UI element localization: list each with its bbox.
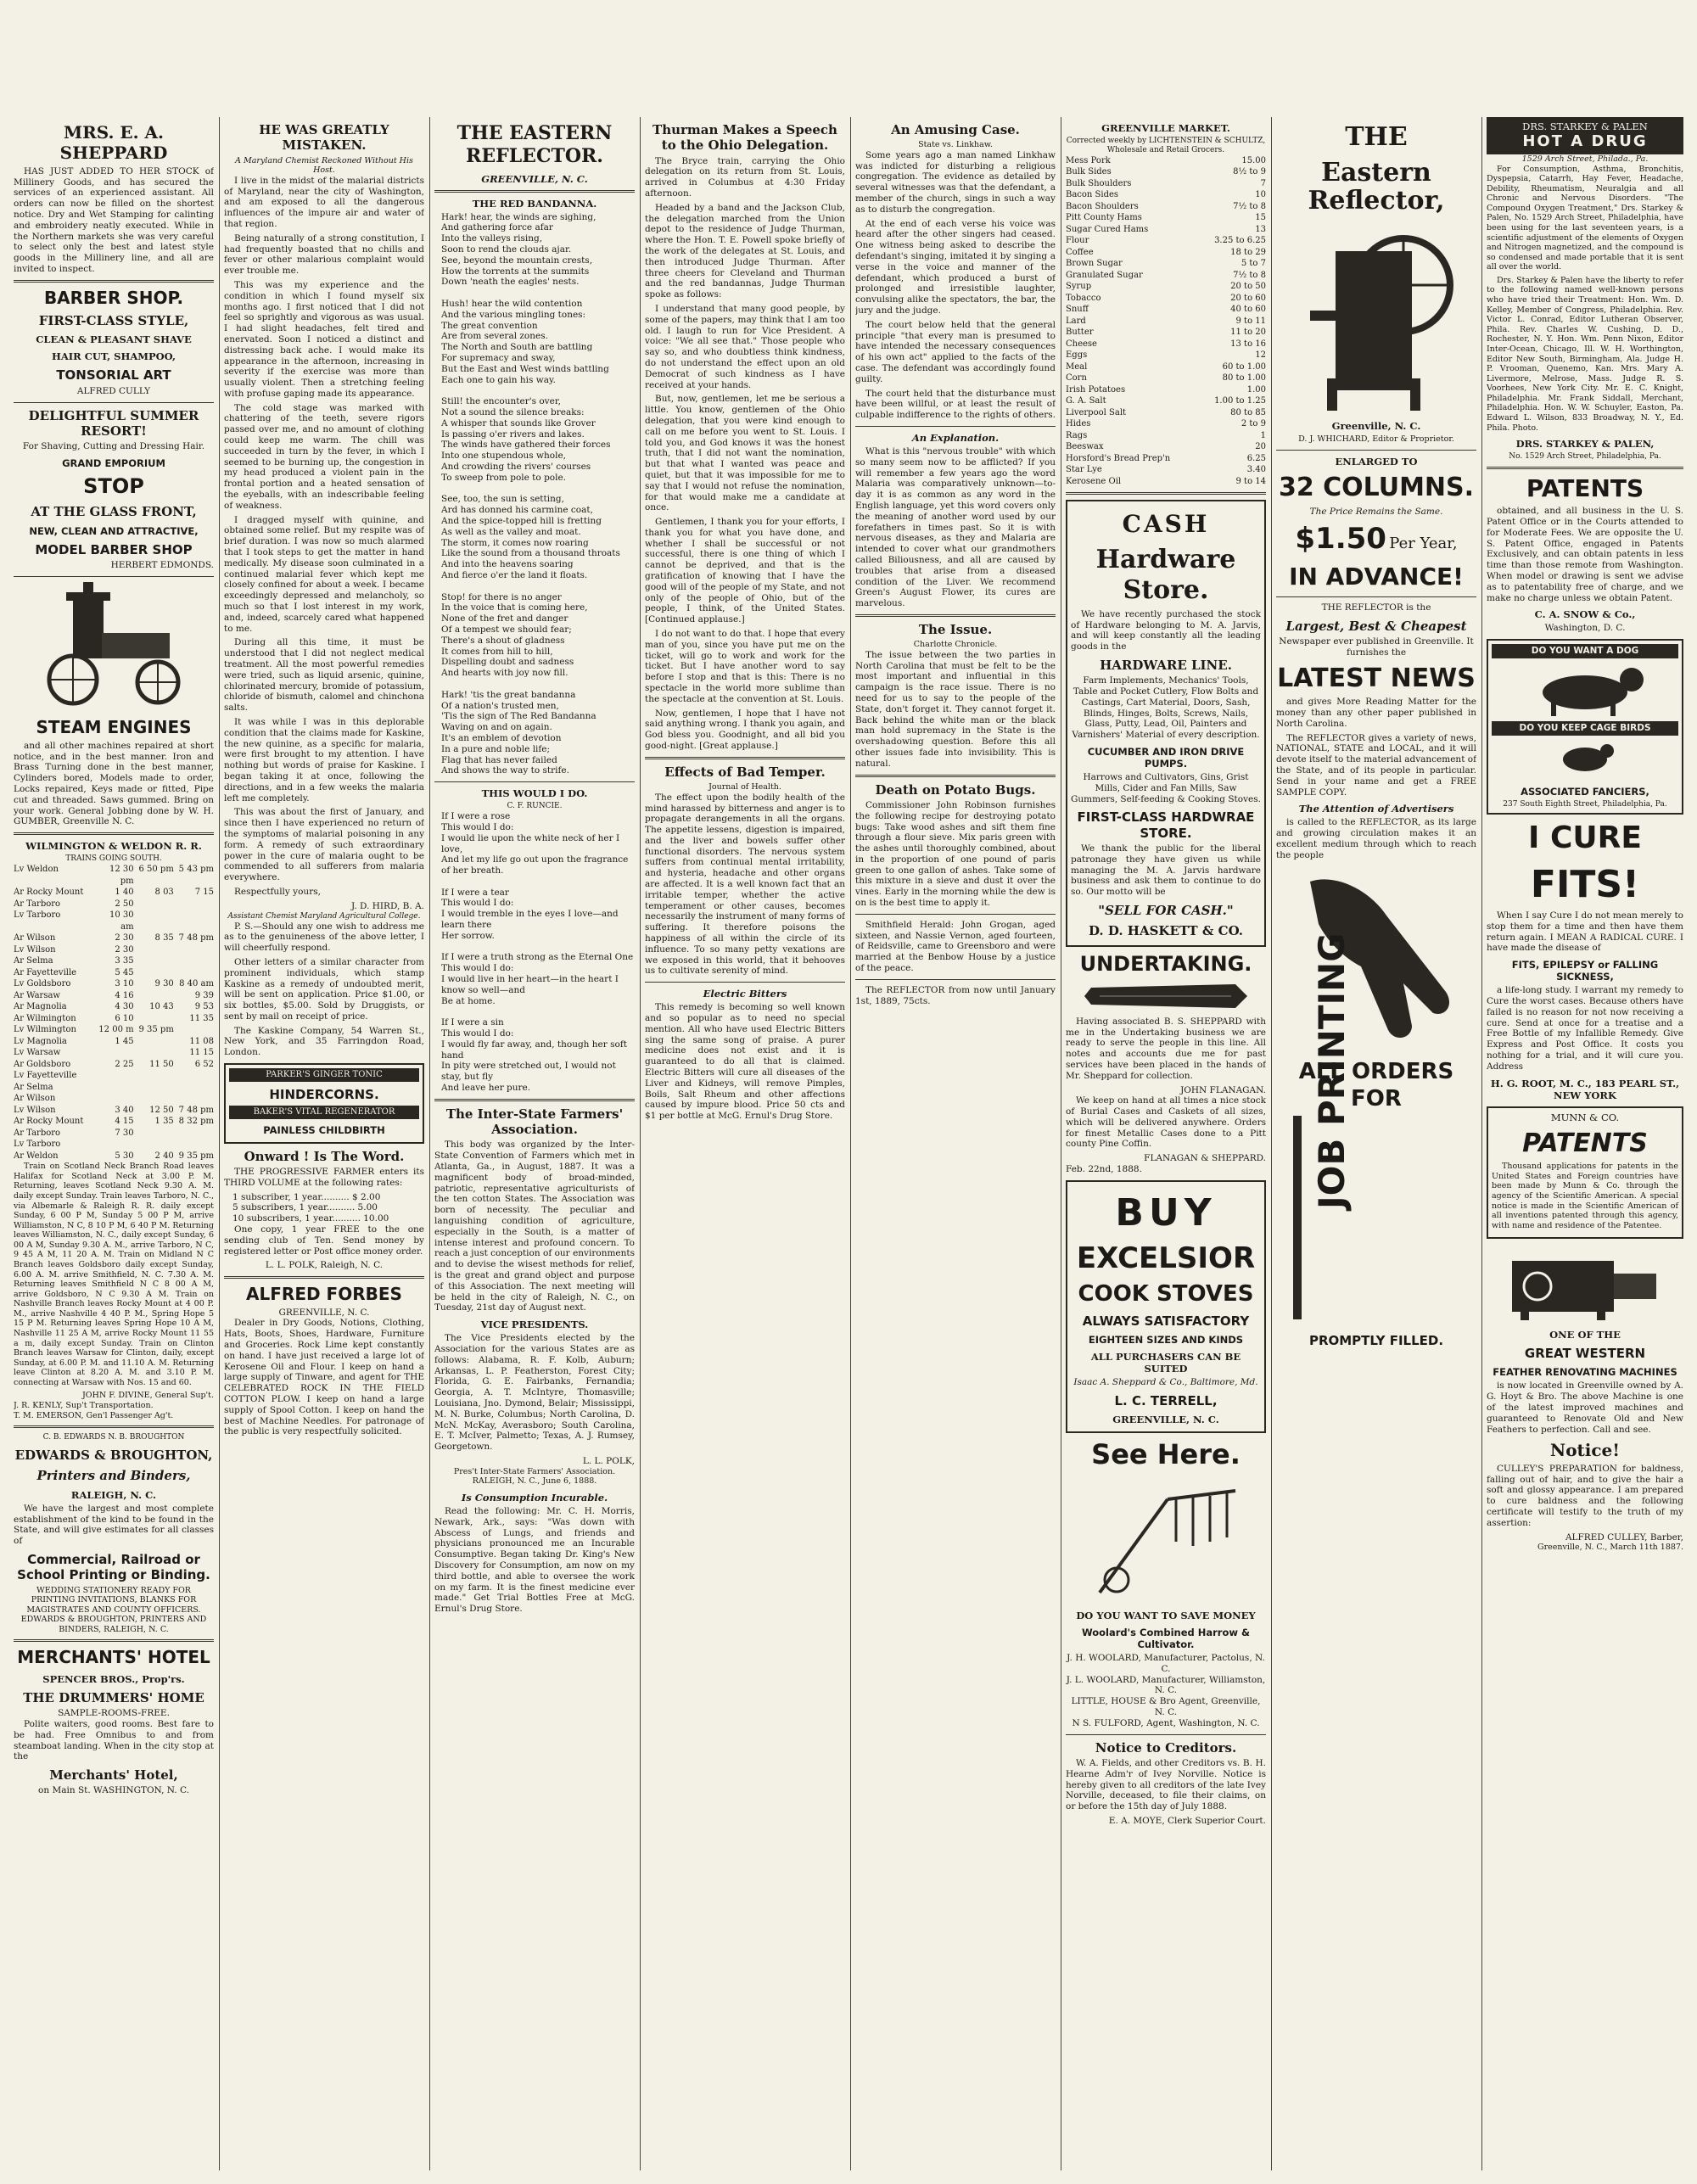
market-row: Snuff 40 to 60 bbox=[1066, 305, 1266, 315]
column-7: THE Eastern Reflector, Greenville, N. C. D. J. WHICHARD, Editor & Proprietor. ENLARGED TO 32 COLUMNS. The Price Remains the Same. $1.50 Per Year, IN ADVANCE! THE REFLECTOR is the Largest, Best & Cheapest Newspaper ever published in Greenville. It furnishes the LATEST NEWS and gives More Reading Matter for the money than any other paper published in North Carolina. The REFLECTOR gives a variety of news, NATIONAL, STATE and LOCAL, and it will devote itself to the material advancement of the State, and of its people in particular. Send in your name and get a FREE SAMPLE COPY. The Attention of Advertisers is called to the REFLECTOR, as its large and growing circulation makes it an excellent medium through which to reach the people ALL ORDERS FOR JOB PRINTING PROMPTLY FILLED. bbox=[1276, 122, 1476, 1348]
timetable-row: Ar Warsaw 4 16 9 39 bbox=[14, 990, 214, 1000]
poem-body: Hark! hear, the winds are sighing, And gathering force afar Into the valleys rising, Soon to rend the clouds ajar. See, beyond the mountain crests, How the torrents at the summits Down 'neath the eagles' nests. Hush! hear the wild contention And the various mingling tones: The great convention Are from several zones. The North and South are battling For supremacy and sway, But the East and West winds battling Each one to gain his way. Still! the encounter's over, Not a sound the silence breaks: A whisper that sounds like Grover Is passing o'er rivers and lakes. The winds have gathered their forces Into one stupendous whole, And crowding the rivers' courses To sweep from pole to pole. See, too, the sun is setting, Ard has donned his carmine coat, And the spice-topped hill is fretting As well as the valley and moat. The storm, it comes now roaring Like the sound from a thousand throats And into the heavens soaring And fierce o'er the land it floats. Stop! for there is no anger In the voice that is coming here, None of the fret and danger Of a tempest we should fear; There's a shout of gladness It comes from hill to hill, Dispelling doubt and sadness And hearts with joy now fill. Hark! 'tis the great bandanna Of a nation's trusted men, 'Tis the sign of The Red Bandanna Waving on and on again. It's an emblem of devotion In a pure and noble life; Flag that has never failed And shows the way to strife. bbox=[441, 211, 620, 776]
market-row: Hides 2 to 9 bbox=[1066, 419, 1266, 429]
market-row: Syrup 20 to 50 bbox=[1066, 282, 1266, 292]
paragraph: At the end of each verse his voice was heard after the other singers had ceased. One witness being asked to describe the defendant's singing, imitated it by singing a verse in the voice and manner of the defendant, which produced a burst of prolonged and irresistible laughter, convulsing alike the spectators, the bar, the jury and the judge. bbox=[855, 218, 1056, 316]
stop-heading: STOP bbox=[83, 473, 144, 498]
price: $1.50 bbox=[1295, 522, 1386, 557]
paragraph: The court held that the disturbance must have been willful, or at least the result of culpable indifference to the rights of others. bbox=[855, 388, 1056, 421]
timetable-row: Lv Warsaw 11 15 bbox=[14, 1048, 214, 1058]
temper-heading: Effects of Bad Temper. bbox=[664, 764, 826, 780]
article-body bbox=[224, 176, 424, 898]
printing-press-illustration bbox=[1276, 217, 1476, 412]
column-rule bbox=[640, 117, 641, 2170]
market-row: Coffee 18 to 29 bbox=[1066, 247, 1266, 257]
column-rule bbox=[1271, 117, 1272, 2170]
market-row: Bacon Shoulders 7½ to 8 bbox=[1066, 201, 1266, 211]
paragraph: But, now, gentlemen, let me be serious a little. You know, gentlemen of the Ohio delegation, that you were kind enough to call on me before you went to St. Louis. I told you, and God knows it was the honest truth, that I did not want the nomination, but that what I wanted was peace and quiet, but that it was impossible for me to say that I would not refuse the nomination, for that would make me a candidate at once. bbox=[645, 394, 845, 513]
market-row: Pitt County Hams 15 bbox=[1066, 213, 1266, 223]
column-rule bbox=[219, 117, 220, 2170]
paragraph: The cold stage was marked with chattering of the teeth, severe rigors passed over me, and no amount of clothing could keep me warm. The chill was succeeded in turn by the fever, in which I seemed to be burning up, the congestion in my head produced a violent pain in the frontal portion and a heated sensation of the eyeballs, with an indescribable feeling of weakness. bbox=[224, 402, 424, 511]
paragraph: The court below held that the general principle "that every man is presumed to have intended the necessary consequences of his own act" applied to the facts of the case. The defendant was accordingly found guilty. bbox=[855, 319, 1056, 384]
timetable-row: Lv Goldsboro 3 10 9 30 8 40 am bbox=[14, 979, 214, 989]
column-5: An Amusing Case. State vs. Linkhaw. Some years ago a man named Linkhaw was indicted for disturbing a religious congregation. The evidence as detailed by several witnesses was that the defendant, a member of the church, sings in such a way as to disturb the congregation. At the end of each verse his voice was heard after the other singers had ceased. One witness being asked to describe the defendant's singing, imitated it by singing a verse in the voice and manner of the defendant, which produced a burst of prolonged and irresistible laughter, convulsing alike the spectators, the bar, the jury and the judge. The court below held that the general principle "that every man is presumed to have intended the necessary consequences of his own act" applied to the facts of the case. The defendant was accordingly found guilty. The court held that the disturbance must have been willful, or at least the result of culpable indifference to the rights of others. An Explanation. What is this "nervous trouble" with which so many seem now to be afflicted? If you will remember a few years ago the word Malaria was comparatively unknown—to-day it is as common as any word in the English language, yet this word covers only the meaning of another word used by our forefathers in times past. So it is with nervous diseases, as they and Malaria are intended to cover what our grandmothers called Biliousness, and all are caused by troubles that arise from a diseased condition of the Liver. We recommend Green's August Flower, its cures are marvelous. The Issue. Charlotte Chronicle. The issue between the two parties in North Carolina that must be felt to be the most important and influential in this campaign is the race issue. There is no need for us to say to the people of the State, don't forget it. They cannot forget it. Back behind the white man or the black man hold supremacy in the State is the overshadowing question. Before this all other issues fade into invisibility. This is natural. Death on Potato Bugs. Commissioner John Robinson furnishes the following recipe for destroying potato bugs: Take wood ashes and sift them fine through a flour sieve. Mix paris green with the ashes until thoroughly combined, about in the proportion of one pound of paris green to one gallon of ashes. Take some of this mixture in a sieve and dust it over the vines. Early in the morning while the dew is on is the best time to apply it. Smithfield Herald: John Grogan, aged sixteen, and Nassie Vernon, aged fourteen, of Reidsville, came to Greensboro and were married at the Benbow House by a justice of the peace. The REFLECTOR from now until January 1st, 1889, 75cts. bbox=[855, 122, 1056, 1006]
column-8: DRS. STARKEY & PALEN HOT A DRUG 1529 Arch Street, Philada., Pa. For Consumption, Asthma, Bronchitis, Dyspepsia, Catarrh, Hay Fever, Headache, Debility, Rheumatism, Neuralgia and all Chronic and Nervous Disorders. "The Compound Oxygen Treatment," Drs. Starkey & Palen, No. 1529 Arch Street, Philadelphia, have been using for the last seventeen years, is a scientific adjustment of the elements of Oxygen and Nitrogen magnetized, and the compound is so condensed and made portable that it is sent all over the world. Drs. Starkey & Palen have the liberty to refer to the following named well-known persons who have tried their Treatment: Hon. Wm. D. Kelley, Member of Congress, Philadelphia. Rev. Victor L. Conrad, Editor Lutheran Observer, Phila. Rev. Charles W. Cushing, D. D., Rochester, N. Y. Hon. Wm. Penn Nixon, Editor Inter-Ocean, Chicago, Ill. W. H. Worthington, Editor New South, Birmingham, Ala. Judge H. P. Vrooman, Quenemo, Kan. Mrs. Mary A. Livermore, Melrose, Mass. Judge R. S. Voorhees, New York City. Mr. E. C. Knight, Philadelphia. Mr. Frank Siddall, Merchant, Philadelphia. Hon. W. W. Schuyler, Easton, Pa. Edward L. Wilson, 833 Broadway, N. Y., Ed. Phila. Photo. DRS. STARKEY & PALEN, No. 1529 Arch Street, Philadelphia, Pa. PATENTS obtained, and all business in the U. S. Patent Office or in the Courts attended to for Moderate Fees. We are opposite the U. S. Patent Office, engaged in Patents Exclusively, and can obtain patents in less time than those remote from Washington. When model or drawing is sent we advise as to patentability free of charge, and we make no charge unless we obtain Patent. C. A. SNOW & Co., Washington, D. C. DO YOU WANT A DOG DO YOU KEEP CAGE BIRDS ASSOCIATED FANCIERS, 237 South Eighth Street, Philadelphia, Pa. I CURE FITS! When I say Cure I do not mean merely to stop them for a time and then have them return again. I MEAN A RADICAL CURE. I have made the disease of FITS, EPILEPSY or FALLING SICKNESS, a life-long study. I warrant my remedy to Cure the worst cases. Because others have failed is no reason for not now receiving a cure. Send at once for a treatise and a Free Bottle of my Infallible Remedy. Give Express and Post Office. It costs you nothing for a trial, and it will cure you. Address H. G. ROOT, M. C., 183 PEARL ST., NEW YORK MUNN & CO. PATENTS Thousand applications for patents in the United States and Foreign countries have been made by Munn & Co. through the agency of the Scientific American. A special notice is made in the Scientific American of all inventions patented through this agency, with name and residence of the Patentee. ONE OF THE GREAT WESTERN FEATHER RENOVATING MACHINES is now located in Greenville owned by A. G. Hoyt & Bro. The above Machine is one of the latest improved machines and guaranteed to Renovate Old and New Feathers to perfection. Call and see. Notice! CULLEY'S PREPARATION for baldness, falling out of hair, and to give the hair a soft and glossy appearance. I am prepared to cure baldness and the following certificate will testify to the truth of my assertion: ALFRED CULLEY, Barber, Greenville, N. C., March 11th 1887. bbox=[1487, 117, 1683, 2170]
market-row: Corn 80 to 1.00 bbox=[1066, 373, 1266, 384]
notice-heading: Notice! bbox=[1549, 1440, 1621, 1461]
market-row: Cheese 13 to 16 bbox=[1066, 339, 1266, 349]
casket-illustration bbox=[1066, 979, 1266, 1013]
feather-machine-illustration bbox=[1487, 1244, 1683, 1320]
barber-heading: BARBER SHOP. bbox=[43, 287, 184, 308]
market-row: Irish Potatoes 1.00 bbox=[1066, 384, 1266, 395]
market-row: Star Lye 3.40 bbox=[1066, 465, 1266, 475]
paragraph: I do not want to do that. I hope that every man of you, since you have put me on the ticket, will go to work and work for the ticket. But I have another word to say before I stop and that is this: There is no spectacle in the world more sublime than the spectacle at the convention at St. Louis. bbox=[645, 629, 845, 704]
timetable-row: Lv Wilmington 12 00 m 9 35 pm bbox=[14, 1025, 174, 1035]
article-heading: HE WAS GREATLY MISTAKEN. bbox=[259, 122, 389, 154]
timetable-row: Lv Weldon 12 30 pm 6 50 pm 5 43 pm bbox=[14, 865, 214, 886]
timetable-row: Lv Fayetteville bbox=[14, 1071, 77, 1081]
masthead-small: THE EASTERN REFLECTOR. bbox=[456, 122, 613, 167]
timetable-row: Ar Wilson 2 30 8 35 7 48 pm bbox=[14, 933, 214, 944]
market-row: Bulk Sides 8½ to 9 bbox=[1066, 167, 1266, 177]
sheppard-heading: MRS. E. A. SHEPPARD bbox=[59, 122, 168, 164]
timetable-row: Ar Fayetteville 5 45 bbox=[14, 967, 134, 977]
column-rule bbox=[1481, 117, 1482, 2170]
sheppard-ad: HAS JUST ADDED TO HER STOCK of Millinery Goods, and has secured the services of an experienced assistant. All orders can now be filled on the shortest notice. Dry and Wet Stamping for calinting and embroidery neatly executed. While in the Northern markets she was very careful to select only the best and latest style goods in the Millinery line, and all are invited to inspect. bbox=[14, 165, 214, 274]
merchants-hotel-heading: MERCHANTS' HOTEL bbox=[17, 1647, 210, 1668]
timetable-row: Ar Tarboro 2 50 bbox=[14, 899, 134, 909]
timetable-row: Ar Wilson bbox=[14, 1094, 56, 1104]
market-row: Brown Sugar 5 to 7 bbox=[1066, 259, 1266, 269]
amusing-case-heading: An Amusing Case. bbox=[891, 122, 1020, 137]
railroad-heading: WILMINGTON & WELDON R. R. bbox=[25, 840, 202, 853]
timetable-row: Ar Wilmington 6 10 11 35 bbox=[14, 1013, 214, 1023]
market-heading: GREENVILLE MARKET. bbox=[1101, 122, 1230, 134]
timetable-row: Lv Tarboro 10 30 am bbox=[14, 910, 134, 932]
paragraph: Some years ago a man named Linkhaw was indicted for disturbing a religious congregation. The evidence as detailed by several witnesses was that the defendant, a member of the church, sings in such a way as to disturb the congregation. bbox=[855, 149, 1056, 215]
columns-count: 32 COLUMNS. bbox=[1278, 473, 1475, 502]
rate-line: 5 subscribers, 1 year.......... 5.00 bbox=[232, 1202, 378, 1213]
market-row: G. A. Salt 1.00 to 1.25 bbox=[1066, 396, 1266, 406]
paragraph: Being naturally of a strong constitution, I had frequently boasted that no chills and fever or other malarious complaint would ever trouble me. bbox=[224, 232, 424, 277]
market-row: Liverpool Salt 80 to 85 bbox=[1066, 407, 1266, 417]
alfred-forbes-heading: ALFRED FORBES bbox=[246, 1284, 402, 1305]
column-6: GREENVILLE MARKET. Corrected weekly by LICHTENSTEIN & SCHULTZ, Wholesale and Retail Grocers. Mess Pork 15.00 Bulk Sides 8½ to 9 Bulk Shoulders 7 Bacon Sides 10 Bacon Shoulders 7½ to 8 Pitt County Hams 15 Sugar Cured Hams 13 Flour 3.25 to 6.25 Coffee 18 to 29 Brown Sugar 5 to 7 Granulated Sugar 7½ to 8 Syrup 20 to 50 Tobacco 20 to 60 Snuff 40 to 60 Lard 9 to 11 Butter 11 to 20 Cheese 13 to 16 Eggs 12 Meal 60 to 1.00 Corn 80 to 1.00 Irish Potatoes 1.00 G. A. Salt 1.00 to 1.25 Liverpool Salt 80 to 85 Hides 2 to 9 Rags 1 Beeswax 20 Horsford's Bread Prep'n 6.25 Star Lye 3.40 Kerosene Oil 9 to 14 CASH Hardware Store. We have recently purchased the stock of Hardware belonging to M. A. Jarvis, and will keep constantly all the leading goods in the HARDWARE LINE. Farm Implements, Mechanics' Tools, Table and Pocket Cutlery, Flow Bolts and Castings, Cart Material, Doors, Sash, Blinds, Hinges, Bolts, Screws, Nails, Glass, Putty, Lead, Oil, Painters and Varnishers' Material of every description. CUCUMBER AND IRON DRIVE PUMPS. Harrows and Cultivators, Gins, Grist Mills, Cider and Fan Mills, Saw Gummers, Self-feeding & Cooking Stoves. FIRST-CLASS HARDWRAE STORE. We thank the public for the liberal patronage they have given us while managing the M. A. Jarvis hardware business and ask them to continue to do so. Our motto will be "SELL FOR CASH." D. D. HASKETT & CO. UNDERTAKING. Having associated B. S. SHEPPARD with me in the Undertaking business we are ready to serve the people in this line. All notes and accounts due me for past services have been placed in the hands of Mr. Sheppard for collection. JOHN FLANAGAN. We keep on hand at all times a nice stock of Burial Cases and Caskets of all sizes, which will be delivered anywhere. Orders for finest Metallic Cases done to a Pitt county Pine Coffin. FLANAGAN & SHEPPARD. Feb. 22nd, 1888. BUY EXCELSIOR COOK STOVES ALWAYS SATISFACTORY EIGHTEEN SIZES AND KINDS ALL PURCHASERS CAN BE SUITED Isaac A. Sheppard & Co., Baltimore, Md. L. C. TERRELL, GREENVILLE, N. C. See Here. DO YOU WANT TO SAVE MONEY Woolard's Combined Harrow & Cultivator. J. H. WOOLARD, Manufacturer, Pactolus, N. C. J. L. WOOLARD, Manufacturer, Williamston, N. C. LITTLE, HOUSE & Bro Agent, Greenville, N. C. N S. FULFORD, Agent, Washington, N. C. Notice to Creditors. W. A. Fields, and other Creditors vs. B. H. Hearne Adm'r of Ivey Norville. Notice is hereby given to all creditors of the late Ivey Norville, deceased, to file their claims, on or before the 15th day of July 1888. E. A. MOYE, Clerk Superior Court. bbox=[1066, 122, 1266, 1826]
timetable-row: Ar Selma 3 35 bbox=[14, 956, 134, 966]
timetable-row: Ar Magnolia 4 30 10 43 9 53 bbox=[14, 1002, 214, 1012]
market-prices bbox=[1066, 155, 1266, 488]
market-row: Butter 11 to 20 bbox=[1066, 328, 1266, 338]
column-rule bbox=[429, 117, 430, 2170]
timetable-row: Ar Rocky Mount 1 40 8 03 7 15 bbox=[14, 888, 214, 898]
market-row: Granulated Sugar 7½ to 8 bbox=[1066, 270, 1266, 280]
rate-line: 10 subscribers, 1 year.......... 10.00 bbox=[232, 1213, 389, 1224]
paragraph: It was while I was in this deplorable condition that the claims made for Kaskine, the new quinine, as a specific for malaria, were first brought to my attention. I have nothing but words of praise for Kaskine. I began taking it at once, following the directions, and in a few weeks the malaria left me completely. bbox=[224, 717, 424, 804]
timetable-row: Ar Rocky Mount 4 15 1 35 8 32 pm bbox=[14, 1117, 214, 1127]
onward-heading: Onward ! Is The Word. bbox=[244, 1148, 405, 1164]
patent-medicine-box: PARKER'S GINGER TONIC HINDERCORNS. BAKER'S VITAL REGENERATOR PAINLESS CHILDBIRTH bbox=[224, 1063, 424, 1144]
market-row: Rags 1 bbox=[1066, 430, 1266, 440]
market-row: Mess Pork 15.00 bbox=[1066, 155, 1266, 165]
market-row: Kerosene Oil 9 to 14 bbox=[1066, 476, 1266, 486]
market-row: Bulk Shoulders 7 bbox=[1066, 178, 1266, 188]
newspaper-page bbox=[12, 117, 1685, 2170]
rate-line: 1 subscriber, 1 year.......... $ 2.00 bbox=[232, 1191, 381, 1202]
paragraph: This was about the first of January, and since then I have experienced no return of the symptoms of malarial poisoning in any form. A remedy of such extraordinary power in the cure of malaria ought to be commended to all sufferers from malaria everywhere. bbox=[224, 807, 424, 883]
timetable-row: Lv Wilson 2 30 bbox=[14, 944, 134, 955]
market-row: Lard 9 to 11 bbox=[1066, 316, 1266, 326]
market-row: Tobacco 20 to 60 bbox=[1066, 293, 1266, 303]
timetable-row: Lv Wilson 3 40 12 50 7 48 pm bbox=[14, 1105, 214, 1115]
timetable-row: Lv Tarboro bbox=[14, 1140, 61, 1150]
munn-patents-ad: MUNN & CO. PATENTS Thousand applications for patents in the United States and Foreign countries have been made by Munn & Co. through the agency of the Scientific American. A special notice is made in the Scientific American of all inventions patented through this agency, with name and residence of the Patentee. bbox=[1487, 1106, 1683, 1240]
starkey-palen-banner: DRS. STARKEY & PALEN HOT A DRUG bbox=[1487, 117, 1683, 154]
paragraph: I live in the midst of the malarial districts of Maryland, near the city of Washington, and am exposed to all the dangerous influences of the impure air and water of that region. bbox=[224, 175, 424, 229]
market-row: Flour 3.25 to 6.25 bbox=[1066, 236, 1266, 246]
dog-icon bbox=[1492, 658, 1678, 718]
market-row: Eggs 12 bbox=[1066, 350, 1266, 361]
column-2: HE WAS GREATLY MISTAKEN. A Maryland Chemist Reckoned Without His Host. I live in the midst of the malarial districts of Maryland, near the city of Washington, and am exposed to all the dangerous influences of the impure air and water of that region. Being naturally of a strong constitution, I had frequently boasted that no chills and fever or other malarious complaint would ever trouble me. This was my experience and the condition in which I found myself six months ago. I first noticed that I did not feel so sprightly and vigorous as was usual. I had slight headaches, felt tired and enervated. Soon I noticed a distinct and distressing back ache. I would make its appearance in the afternoon, increasing in severity if the exercise was more than usually violent. Then a stretching feeling with profuse gaping made its appearance. The cold stage was marked with chattering of the teeth, severe rigors passed over me, and no amount of clothing could keep me warm. The chill was succeeded in turn by the fever, in which I seemed to be burning up, the congestion in my head produced a violent pain in the frontal portion and a heated sensation of the eyeballs, with an indescribable feeling of weakness. I dragged myself with quinine, and obtained some relief. But my respite was of brief duration. I was now so much alarmed that I took steps to get the matter in hand medically. My disease soon culminated in a continued malarial fever which kept me closely confined for about a week. I became exceedingly depressed and melancholy, so much so that I lost interest in my work, and, indeed, scarcely cared what happened to me. During all this time, it must be understood that I did not neglect medical treatment. All the most powerful remedies were tried, such as liquid arsenic, quinine, chlorinated mercury, bromide of potassium, chloride of bismuth, calomel and chinchona salts. It was while I was in this deplorable condition that the claims made for Kaskine, the new quinine, as a specific for malaria, were first brought to my attention. I have nothing but words of praise for Kaskine. I began taking it at once, following the directions, and in a few weeks the malaria left me completely. This was about the first of January, and since then I have experienced no return of the symptoms of malarial poisoning in any form. A remedy of such extraordinary power in the cure of malaria ought to be commended to all sufferers from malaria everywhere. Respectfully yours, J. D. HIRD, B. A. Assistant Chemist Maryland Agricultural College. P. S.—Should any one wish to address me as to the genuineness of the above letter, I will cheerfully respond. Other letters of a similar character from prominent individuals, which stamp Kaskine as a remedy of undoubted merit, will be sent on application. Price $1.00, or six bottles, $5.00. Sold by Druggists, or sent by mail on receipt of price. The Kaskine Company, 54 Warren St., New York, and 35 Farringdon Road, London. PARKER'S GINGER TONIC HINDERCORNS. BAKER'S VITAL REGENERATOR PAINLESS CHILDBIRTH Onward ! Is The Word. THE PROGRESSIVE FARMER enters its THIRD VOLUME at the following rates: 1 subscriber, 1 year.......... $ 2.00 5 subscribers, 1 year.......... 5.00 10 subscribers, 1 year.......... 10.00 One copy, 1 year FREE to the one sending club of Ten. Send money by registered letter or Post office money order. L. L. POLK, Raleigh, N. C. ALFRED FORBES GREENVILLE, N. C. Dealer in Dry Goods, Notions, Clothing, Hats, Boots, Shoes, Hardware, Furniture and Groceries. Rock Lime kept constantly on hand. I have just received a large lot of Kerosene Oil and Flour. I keep on hand a large supply of Tinware, and agent for THE CELEBRATED ROCK IN THE FIELD COTTON PLOW. I keep on hand a large supply of Spool Cotton. I keep on hand the best of Machine Needles. For patronage of the public is very respectfully solicited. bbox=[224, 122, 424, 1437]
column-3: THE EASTERN REFLECTOR. GREENVILLE, N. C. THE RED BANDANNA. Hark! hear, the winds are sighing, And gathering force afar Into the valleys rising, Soon to rend the clouds ajar. See, beyond the mountain crests, How the torrents at the summits Down 'neath the eagles' nests. Hush! hear the wild contention And the various mingling tones: The great convention Are from several zones. The North and South are battling For supremacy and sway, But the East and West winds battling Each one to gain his way. Still! the encounter's over, Not a sound the silence breaks: A whisper that sounds like Grover Is passing o'er rivers and lakes. The winds have gathered their forces Into one stupendous whole, And crowding the rivers' courses To sweep from pole to pole. See, too, the sun is setting, Ard has donned his carmine coat, And the spice-topped hill is fretting As well as the valley and moat. The storm, it comes now roaring Like the sound from a thousand throats And into the heavens soaring And fierce o'er the land it floats. Stop! for there is no anger In the voice that is coming here, None of the fret and danger Of a tempest we should fear; There's a shout of gladness It comes from hill to hill, Dispelling doubt and sadness And hearts with joy now fill. Hark! 'tis the great bandanna Of a nation's trusted men, 'Tis the sign of The Red Bandanna Waving on and on again. It's an emblem of devotion In a pure and noble life; Flag that has never failed And shows the way to strife. THIS WOULD I DO. C. F. RUNCIE. If I were a rose This would I do: I would lie upon the white neck of her I love, And let my life go out upon the fragrance of her breath. If I were a tear This would I do: I would tremble in the eyes I love—and learn there Her sorrow. If I were a truth strong as the Eternal One This would I do: I would live in her heart—in the heart I know so well—and Be at home. If I were a sin This would I do: I would fly far away, and, though her soft hand In pity were stretched out, I would not stay, but fly And leave her pure. The Inter-State Farmers' Association. This body was organized by the Inter-State Convention of Farmers which met in Atlanta, Ga., in August, 1887. It was a magnificent body of broad-minded, patriotic, representative agriculturists of the ten cotton States. The Association was born of necessity. The peculiar and languishing condition of agriculture, especially in the South, is a matter of intense interest and profound concern. To reach a just conception of our environments and to devise the wisest methods for relief, is the great and grand object and purpose of this Association. The next meeting will be held in the city of Raleigh, N. C., on Tuesday, 21st day of August next. VICE PRESIDENTS. The Vice Presidents elected by the Association for the various States are as follows: Alabama, R. F. Kolb, Auburn; Arkansas, L. P. Featherston, Forest City; Florida, G. E. Fairbanks, Fernandia; Georgia, A. T. McIntyre, Thomasville; Louisiana, Jno. Dymond, Belair; Mississippi, M. N. Burke, Columbus; North Carolina, D. McN. McKay, Averasboro; South Carolina, E. T. McIver, Palmetto; Texas, A. J. Rumsey, Georgetown. L. L. POLK, Pres't Inter-State Farmers' Association. RALEIGH, N. C., June 6, 1888. Is Consumption Incurable. Read the following: Mr. C. H. Morris, Newark, Ark., says: "Was down with Abscess of Lungs, and friends and physicians pronounced me an Incurable Consumptive. Began taking Dr. King's New Discovery for Consumption, am now on my third bottle, and able to oversee the work on my farm. It is the finest medicine ever made." Get Trial Bottles Free at McG. Ernul's Drug Store. bbox=[434, 122, 635, 1615]
subscription-rates bbox=[224, 1192, 424, 1224]
farmers-association-heading: The Inter-State Farmers' Association. bbox=[445, 1106, 624, 1138]
timetable-row: Ar Tarboro 7 30 bbox=[14, 1128, 134, 1138]
paragraph: Headed by a band and the Jackson Club, the delegation marched from the Union depot to the residence of Judge Thurman, where the Hon. T. E. Powell spoke briefly of the work of the delegates at St. Louis, and then introduced Judge Thurman. After three cheers for Cleveland and Thurman and the red bandannas, Judge Thurman spoke as follows: bbox=[645, 202, 845, 300]
timetable-row: Ar Selma bbox=[14, 1082, 53, 1092]
excelsior-stove-ad: BUY EXCELSIOR COOK STOVES ALWAYS SATISFACTORY EIGHTEEN SIZES AND KINDS ALL PURCHASERS CAN BE SUITED Isaac A. Sheppard & Co., Baltimore, Md. L. C. TERRELL, GREENVILLE, N. C. bbox=[1066, 1180, 1266, 1433]
issue-heading: The Issue. bbox=[918, 621, 993, 637]
market-row: Horsford's Bread Prep'n 6.25 bbox=[1066, 453, 1266, 463]
harrow-illustration bbox=[1066, 1474, 1266, 1601]
see-here-heading: See Here. bbox=[1091, 1438, 1241, 1471]
market-row: Meal 60 to 1.00 bbox=[1066, 361, 1266, 372]
patents-heading: PATENTS bbox=[1526, 474, 1644, 503]
i-cure-heading: I CURE bbox=[1528, 820, 1642, 856]
paragraph: Gentlemen, I thank you for your efforts, I thank you for what you have done, and whether I shall be successful or not successful, there is one thing of which I cannot be deprived, and that is the gratification of knowing that I have the good will of the people of my State, and not only of the people of Ohio, but of the people, I think, of the United States. [Continued applause.] bbox=[645, 517, 845, 625]
poem-title: THE RED BANDANNA. bbox=[472, 197, 597, 210]
paragraph: Respectfully yours, bbox=[234, 886, 321, 897]
pointing-hand-icon bbox=[1276, 865, 1476, 1051]
column-1: MRS. E. A. SHEPPARD HAS JUST ADDED TO HER STOCK of Millinery Goods, and has secured the services of an experienced assistant. All orders can now be filled on the shortest notice. Dry and Wet Stamping for calinting and embroidery neatly executed. While in the Northern markets she was very careful to select only the best and latest style goods in the Millinery line, and all are invited to inspect. BARBER SHOP. FIRST-CLASS STYLE, CLEAN & PLEASANT SHAVE HAIR CUT, SHAMPOO, TONSORIAL ART ALFRED CULLY DELIGHTFUL SUMMER RESORT! For Shaving, Cutting and Dressing Hair. GRAND EMPORIUM STOP AT THE GLASS FRONT, NEW, CLEAN AND ATTRACTIVE, MODEL BARBER SHOP HERBERT EDMONDS. STEAM ENGINES and all other machines repaired at short notice, and in the best manner. Iron and Brass Turning done in the best manner, Cylinders bored, Models made to order, Locks repaired, Keys made or fitted, Pipe cut and threaded. Saws gummed. Bring on your work. General Jobbing done by W. H. GUMBER, Greenville N. C. WILMINGTON & WELDON R. R. TRAINS GOING SOUTH. Lv Weldon 12 30 pm 6 50 pm 5 43 pm Ar Rocky Mount 1 40 8 03 7 15 Ar Tarboro 2 50 Lv Tarboro 10 30 am Ar Wilson 2 30 8 35 7 48 pm Lv Wilson 2 30 Ar Selma 3 35 Ar Fayetteville 5 45 Lv Goldsboro 3 10 9 30 8 40 am Ar Warsaw 4 16 9 39 Ar Magnolia 4 30 10 43 9 53 Ar Wilmington 6 10 11 35 Lv Wilmington 12 00 m 9 35 pm Lv Magnolia 1 45 11 08 Lv Warsaw 11 15 Ar Goldsboro 2 25 11 50 6 52 Lv Fayetteville Ar Selma Ar Wilson Lv Wilson 3 40 12 50 7 48 pm Ar Rocky Mount 4 15 1 35 8 32 pm Ar Tarboro 7 30 Lv Tarboro Ar Weldon 5 30 2 40 9 35 pm Train on Scotland Neck Branch Road leaves Halifax for Scotland Neck at 3.00 P. M. Returning, leaves Scotland Neck 9.30 A. M. daily except Sunday. Train leaves Tarboro, N. C., via Albemarle & Raleigh R. R. daily except Sunday, 6 00 P M, Sunday 5 00 P M, arrive Williamston, N C, 8 10 P M, 6 40 P M. Returning leaves Williamston, N. C., daily except Sunday, 6 00 A M, Sunday 9.30 A. M., arrive Tarboro, N C, 9 45 A M, 11 20 A. M. Train on Midland N C Branch leaves Goldsboro daily except Sunday, 6.00 A. M. arrive Smithfield, N. C. 7.30 A. M. Returning leaves Smithfield N C 8 00 A M, arrive Goldsboro, N C 9.30 A M. Train on Nashville Branch leaves Rocky Mount at 4 00 P. M., arrive Nashville 4 40 P. M., Spring Hope 5 15 P M. Returning leaves Spring Hope 10 A M, Nashville 11 25 A M, arrive Rocky Mount 11 55 a m, daily except Sunday. Train on Clinton Branch leaves Warsaw for Clinton, daily, except Sunday, at 6.00 P. M. and 11.10 A. M. Returning leave Clinton at 8.20 A. M. and 3.10 P. M. connecting at Warsaw with Nos. 15 and 60. JOHN F. DIVINE, General Sup't. J. R. KENLY, Sup't Transportation. T. M. EMERSON, Gen'l Passenger Ag't. C. B. EDWARDS N. B. BROUGHTON EDWARDS & BROUGHTON, Printers and Binders, RALEIGH, N. C. We have the largest and most complete establishment of the kind to be found in the State, and will give estimates for all classes of Commercial, Railroad or School Printing or Binding. WEDDING STATIONERY READY FOR PRINTING INVITATIONS, BLANKS FOR MAGISTRATES AND COUNTY OFFICERS. EDWARDS & BROUGHTON, PRINTERS AND BINDERS, RALEIGH, N. C. MERCHANTS' HOTEL SPENCER BROS., Prop'rs. THE DRUMMERS' HOME SAMPLE-ROOMS-FREE. Polite waiters, good rooms. Best fare to be had. Free Omnibus to and from steamboat landing. When in the city stop at the Merchants' Hotel, on Main St. WASHINGTON, N. C. bbox=[14, 122, 214, 1796]
latest-news: LATEST NEWS bbox=[1277, 663, 1476, 693]
market-row: Sugar Cured Hams 13 bbox=[1066, 224, 1266, 234]
paragraph: During all this time, it must be understood that I did not neglect medical treatment. All the most powerful remedies were tried, such as liquid arsenic, quinine, chlorinated mercury, bromide of potassium, chloride of bismuth, calomel and chinchona salts. bbox=[224, 637, 424, 714]
market-row: Bacon Sides 10 bbox=[1066, 190, 1266, 200]
timetable-row: Lv Magnolia 1 45 11 08 bbox=[14, 1036, 214, 1046]
steam-engines-heading: STEAM ENGINES bbox=[36, 717, 192, 738]
timetable-row: Ar Weldon 5 30 2 40 9 35 pm bbox=[14, 1151, 214, 1161]
paragraph: This was my experience and the condition in which I found myself six months ago. I first noticed that I did not feel so sprightly and vigorous as was usual. I had slight headaches, felt tired and enervated. Soon I noticed a distinct and distressing back ache. I would make its appearance in the afternoon, increasing in severity if the exercise was more than usually violent. Then a stretching feeling with profuse gaping made its appearance. bbox=[224, 279, 424, 399]
steam-engine-illustration bbox=[14, 582, 214, 709]
fanciers-ad: DO YOU WANT A DOG DO YOU KEEP CAGE BIRDS ASSOCIATED FANCIERS, 237 South Eighth Street, Philadelphia, Pa. bbox=[1487, 639, 1683, 815]
thurman-body bbox=[645, 156, 845, 752]
timetable-row: Ar Goldsboro 2 25 11 50 6 52 bbox=[14, 1059, 214, 1069]
masthead: Eastern Reflector, bbox=[1308, 157, 1445, 216]
thurman-heading: Thurman Makes a Speech to the Ohio Delegation. bbox=[652, 122, 837, 154]
column-4: Thurman Makes a Speech to the Ohio Delegation. The Bryce train, carrying the Ohio delegation on its return from St. Louis, arrived in Columbus at 4:30 Friday afternoon. Headed by a band and the Jackson Club, the delegation marched from the Union depot to the residence of Judge Thurman, where the Hon. T. E. Powell spoke briefly of the work of the delegates at St. Louis, and then introduced Judge Thurman. After three cheers for Cleveland and Thurman and the red bandannas, Judge Thurman spoke as follows: I understand that many good people, by some of the papers, may think that I am too old. I laugh to run for Vice President. A voice: "We all see that." Those people who say so, and who doubtless think kindness, do not understand the effect upon an old Democrat of such kindness as I have received at your hands. But, now, gentlemen, let me be serious a little. You know, gentlemen of the Ohio delegation, that you were kind enough to call on me before you went to St. Louis. I told you, and God knows it was the honest truth, that I did not want the nomination, but that what I wanted was peace and quiet, but that it was impossible for me to say that I would not refuse the nomination, for that would make me a candidate at once. Gentlemen, I thank you for your efforts, I thank you for what you have done, and whether I shall be successful or not successful, there is one thing of which I cannot be deprived, and that is the gratification of knowing that I have the good will of the people of my State, and not only of the people of Ohio, but of the people, I think, of the United States. [Continued applause.] I do not want to do that. I hope that every man of you, since you have put me on the ticket, will go to work and work for the ticket. But I have another word to say before I stop and that is this: There is no spectacle in the world more sublime than the spectacle at the convention at St. Louis. Now, gentlemen, I hope that I have not said anything wrong. I thank you again, and God bless you. Goodnight, and all bid you good-night. [Great applause.] Effects of Bad Temper. Journal of Health. The effect upon the bodily health of the mind harassed by bitterness and anger is to propagate derangements in all the organs. The appetite lessens, digestion is impaired, and the liver and bowels suffer other functional disorders. The nervous system suffers from continual mental irritability, and hysteria, headache and other organs are affected. It is a well known fact that an irritable temper, whether the active temperament or other causes, becomes necessarily the instrument of many forms of suffering. It therefore poisons the happiness of all within the circle of its influence. To so many petty vexations are we exposed in this world, that it behooves us to cultivate serenity of mind. Electric Bitters This remedy is becoming so well known and so popular as to need no special mention. All who have used Electric Bitters sing the same song of praise. A purer medicine does not exist and it is guaranteed to do all that is claimed. Electric Bitters will cure all diseases of the Liver and Kidneys, will remove Pimples, Boils, Salt Rheum and other affections caused by impure blood. Price 50 cts and $1 per bottle at McG. Ernul's Drug Store. bbox=[645, 122, 845, 1122]
bird-icon bbox=[1492, 736, 1678, 778]
column-rule bbox=[850, 117, 851, 2170]
market-row: Beeswax 20 bbox=[1066, 442, 1266, 452]
paragraph: I understand that many good people, by some of the papers, may think that I am too old. I laugh to run for Vice President. A voice: "We all see that." Those people who say so, and who doubtless think kindness, do not understand the effect upon an old Democrat of such kindness as I have received at your hands. bbox=[645, 303, 845, 390]
hardware-ad: CASH Hardware Store. We have recently purchased the stock of Hardware belonging to M. A. Jarvis, and will keep constantly all the leading goods in the HARDWARE LINE. Farm Implements, Mechanics' Tools, Table and Pocket Cutlery, Flow Bolts and Castings, Cart Material, Doors, Sash, Blinds, Hinges, Bolts, Screws, Nails, Glass, Putty, Lead, Oil, Painters and Varnishers' Material of every description. CUCUMBER AND IRON DRIVE PUMPS. Harrows and Cultivators, Gins, Grist Mills, Cider and Fan Mills, Saw Gummers, Self-feeding & Cooking Stoves. FIRST-CLASS HARDWRAE STORE. We thank the public for the liberal patronage they have given us while managing the M. A. Jarvis hardware business and ask them to continue to do so. Our motto will be "SELL FOR CASH." D. D. HASKETT & CO. bbox=[1066, 500, 1266, 946]
potato-bugs-heading: Death on Potato Bugs. bbox=[875, 781, 1036, 798]
job-printing-banner: JOB PRINTING bbox=[1276, 1116, 1476, 1328]
creditors-heading: Notice to Creditors. bbox=[1095, 1739, 1237, 1756]
paragraph: Now, gentlemen, I hope that I have not said anything wrong. I thank you again, and God bless you. Goodnight, and all bid you good-night. [Great applause.] bbox=[645, 708, 845, 752]
paragraph: I dragged myself with quinine, and obtained some relief. But my respite was of brief duration. I was now so much alarmed that I took steps to get the matter in hand medically. My disease soon culminated in a continued malarial fever which kept me closely confined for about a week. I became exceedingly depressed and melancholy, so much so that I lost interest in my work, and, indeed, scarcely cared what happened to me. bbox=[224, 514, 424, 634]
paragraph: The Bryce train, carrying the Ohio delegation on its return from St. Louis, arrived in Columbus at 4:30 Friday afternoon. bbox=[645, 155, 845, 199]
undertaking-heading: UNDERTAKING. bbox=[1079, 951, 1252, 976]
railroad-timetable bbox=[14, 864, 214, 1162]
edwards-broughton-heading: EDWARDS & BROUGHTON, bbox=[14, 1448, 213, 1464]
resort-heading: DELIGHTFUL SUMMER RESORT! bbox=[28, 407, 199, 439]
